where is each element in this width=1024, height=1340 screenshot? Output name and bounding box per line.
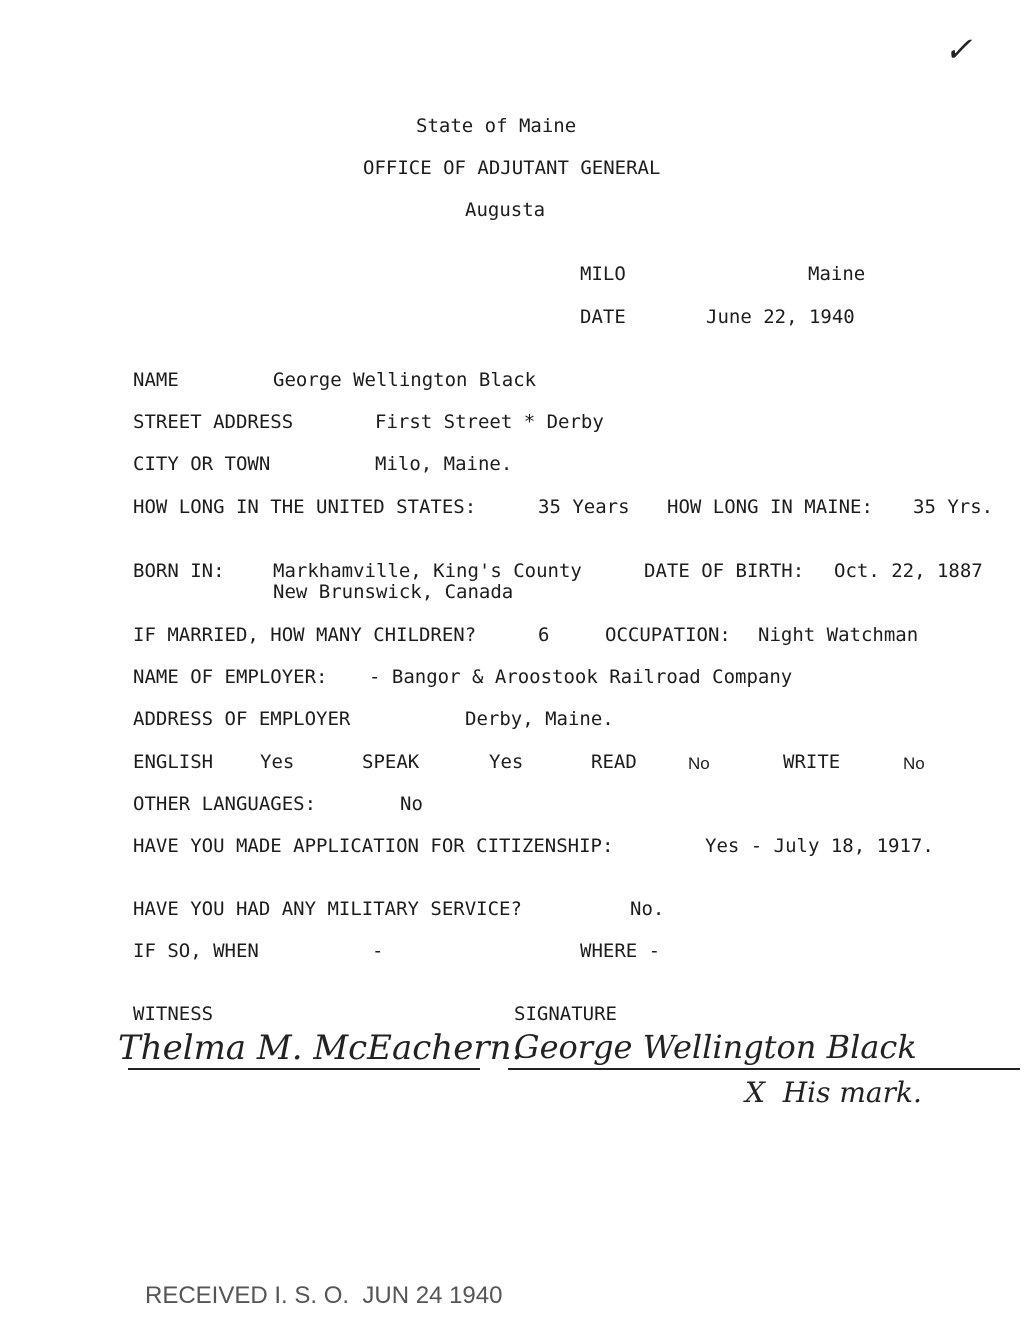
us-years-value: 35 Years [538, 496, 630, 518]
where-label: WHERE - [580, 940, 661, 962]
occupation-value: Night Watchman [758, 624, 919, 646]
other-languages-value: No [400, 793, 423, 815]
maine-years-label: HOW LONG IN MAINE: [667, 496, 873, 518]
english-value: Yes [260, 751, 295, 773]
read-label: READ [591, 751, 637, 773]
city-town-value: Milo, Maine. [375, 453, 513, 475]
state-heading: State of Maine [416, 115, 577, 137]
signature-label: SIGNATURE [514, 1003, 617, 1025]
state-value: Maine [808, 263, 866, 285]
if-so-when-label: IF SO, WHEN [133, 940, 259, 962]
occupation-label: OCCUPATION: [605, 624, 731, 646]
date-value: June 22, 1940 [706, 306, 855, 328]
name-value: George Wellington Black [273, 369, 537, 391]
born-line2: New Brunswick, Canada [273, 581, 514, 603]
born-line1: Markhamville, King's County [273, 560, 582, 582]
when-value: - [372, 940, 384, 962]
date-label: DATE [580, 306, 626, 328]
dob-label: DATE OF BIRTH: [644, 560, 805, 582]
witness-label: WITNESS [133, 1003, 214, 1025]
speak-value: Yes [489, 751, 524, 773]
employer-address-value: Derby, Maine. [465, 708, 614, 730]
check-mark: ✓ [944, 30, 973, 70]
employer-value: - Bangor & Aroostook Railroad Company [369, 666, 793, 688]
read-value: No [688, 754, 710, 773]
citizenship-label: HAVE YOU MADE APPLICATION FOR CITIZENSHIP: [133, 835, 614, 857]
street-label: STREET ADDRESS [133, 411, 294, 433]
other-languages-label: OTHER LANGUAGES: [133, 793, 317, 815]
city-town-label: CITY OR TOWN [133, 453, 271, 475]
english-label: ENGLISH [133, 751, 214, 773]
employer-label: NAME OF EMPLOYER: [133, 666, 328, 688]
applicant-signature-line [508, 1068, 1020, 1070]
dob-value: Oct. 22, 1887 [834, 560, 983, 582]
children-value: 6 [538, 624, 550, 646]
speak-label: SPEAK [362, 751, 420, 773]
military-value: No. [630, 898, 665, 920]
office-heading: OFFICE OF ADJUTANT GENERAL [363, 157, 661, 179]
citizenship-value: Yes - July 18, 1917. [705, 835, 934, 857]
military-label: HAVE YOU HAD ANY MILITARY SERVICE? [133, 898, 522, 920]
applicant-signature: George Wellington Black [514, 1028, 917, 1066]
write-value: No [903, 754, 925, 773]
maine-years-value: 35 Yrs. [913, 496, 994, 518]
witness-signature: Thelma M. McEachern. [118, 1028, 523, 1068]
witness-signature-line [128, 1068, 480, 1070]
received-stamp: RECEIVED I. S. O. JUN 24 1940 [145, 1282, 503, 1309]
born-label: BORN IN: [133, 560, 225, 582]
name-label: NAME [133, 369, 179, 391]
employer-address-label: ADDRESS OF EMPLOYER [133, 708, 351, 730]
his-mark: X His mark. [745, 1076, 922, 1109]
children-label: IF MARRIED, HOW MANY CHILDREN? [133, 624, 477, 646]
us-years-label: HOW LONG IN THE UNITED STATES: [133, 496, 477, 518]
write-label: WRITE [783, 751, 841, 773]
city-heading: Augusta [465, 199, 546, 221]
street-value: First Street * Derby [375, 411, 604, 433]
town-value: MILO [580, 263, 626, 285]
